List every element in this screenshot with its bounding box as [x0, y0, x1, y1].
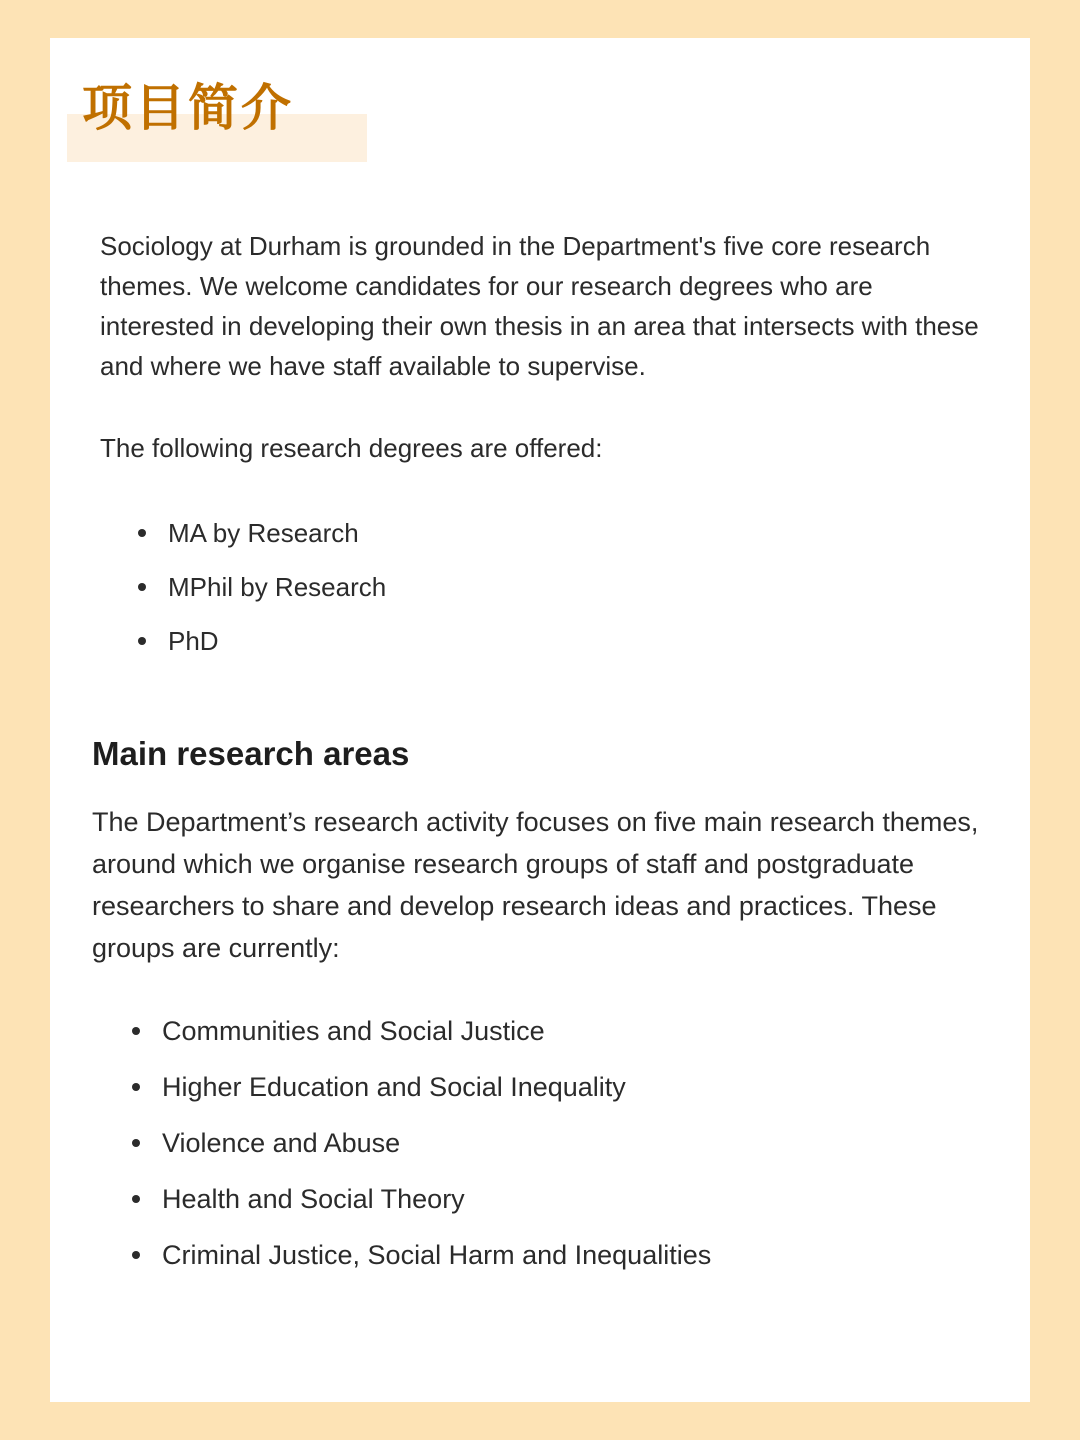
research-group-item: Communities and Social Justice [130, 1003, 711, 1059]
intro-paragraph: Sociology at Durham is grounded in the Department's five core research themes. We welcome candidates for our research degrees who are interested in developing their own thesis in an area that intersects with these and where we have staff available to supervise. [100, 231, 979, 381]
content-card [50, 38, 1030, 1402]
research-areas-paragraph: The Department’s research activity focuses on five main research themes, around which we organise research groups of staff and postgraduate researchers to share and develop research ideas and practices. These groups are currently: [92, 807, 979, 963]
research-group-item: Violence and Abuse [130, 1115, 711, 1171]
research-group-item: Criminal Justice, Social Harm and Inequalities [130, 1227, 711, 1283]
degree-list [136, 506, 386, 668]
degree-item: MPhil by Research [136, 560, 386, 614]
page-title: 项目简介 [82, 79, 294, 137]
degree-item: PhD [136, 614, 386, 668]
research-group-item: Health and Social Theory [130, 1171, 711, 1227]
research-areas-heading: Main research areas [92, 735, 410, 772]
degrees-lead-text: The following research degrees are offered: [100, 433, 603, 463]
research-groups-list [130, 1003, 711, 1283]
research-group-item: Higher Education and Social Inequality [130, 1059, 711, 1115]
degree-item: MA by Research [136, 506, 386, 560]
title-block [82, 78, 294, 138]
